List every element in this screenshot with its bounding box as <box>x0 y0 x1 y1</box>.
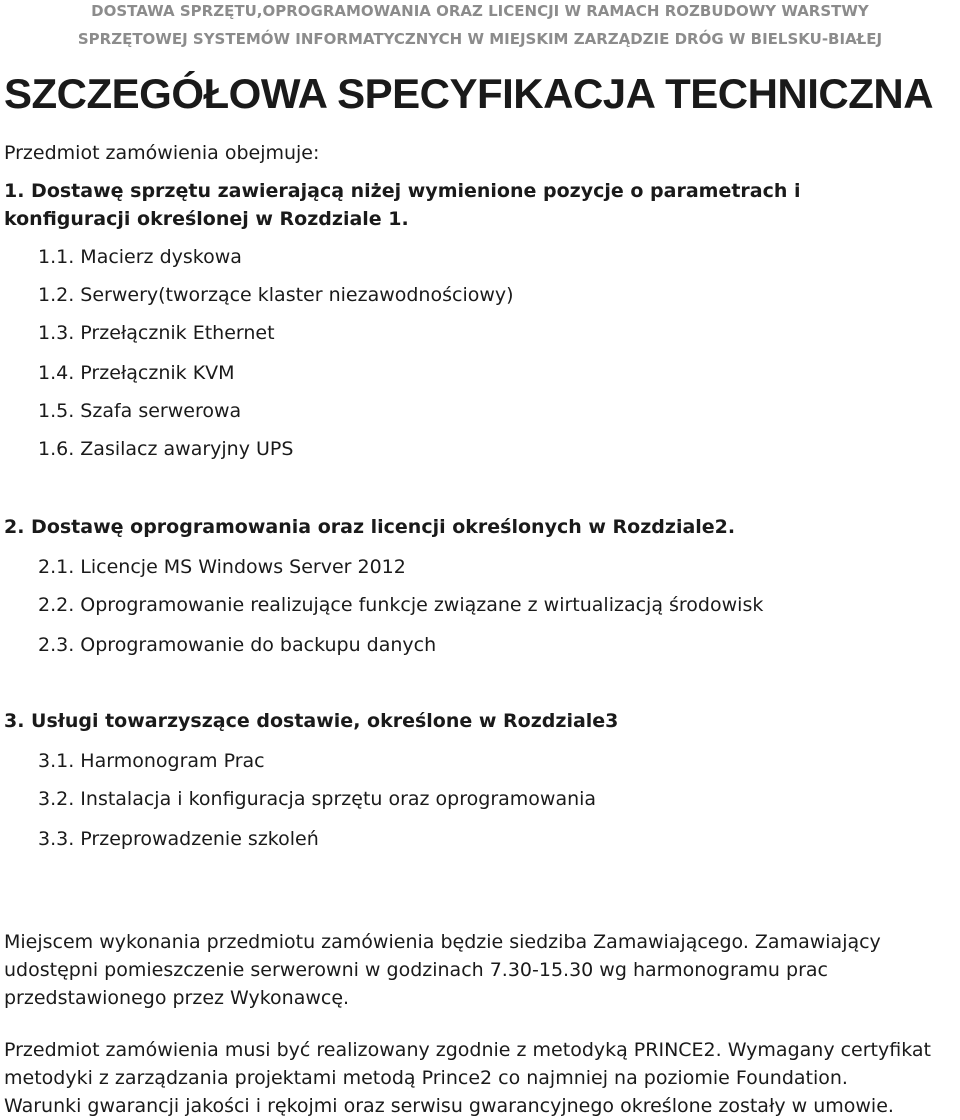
list-item: 1.4. Przełącznik KVM <box>38 362 235 384</box>
paragraph-line: Warunki gwarancji jakości i rękojmi oraz serwisu gwarancyjnego określone zostały w umowie. <box>4 1095 894 1117</box>
list-item: 1.1. Macierz dyskowa <box>38 246 242 268</box>
list-item: 1.6. Zasilacz awaryjny UPS <box>38 438 294 460</box>
list-item: 2.2. Oprogramowanie realizujące funkcje związane z wirtualizacją środowisk <box>38 594 764 616</box>
intro-text: Przedmiot zamówienia obejmuje: <box>4 142 320 164</box>
paragraph-line: przedstawionego przez Wykonawcę. <box>4 987 350 1009</box>
section-2-heading: 2. Dostawę oprogramowania oraz licencji określonych w Rozdziale2. <box>4 516 736 538</box>
header-line-1: DOSTAWA SPRZĘTU,OPROGRAMOWANIA ORAZ LICENCJI W RAMACH ROZBUDOWY WARSTWY <box>91 2 869 20</box>
list-item: 2.3. Oprogramowanie do backupu danych <box>38 634 437 656</box>
list-item: 3.3. Przeprowadzenie szkoleń <box>38 828 319 850</box>
paragraph-line: metodyki z zarządzania projektami metodą Prince2 co najmniej na poziomie Foundation. <box>4 1067 848 1089</box>
section-1-heading: 1. Dostawę sprzętu zawierającą niżej wymienione pozycje o parametrach i <box>4 180 801 202</box>
list-item: 1.5. Szafa serwerowa <box>38 400 242 422</box>
paragraph-prince2 <box>4 1036 959 1120</box>
paragraph-line: Przedmiot zamówienia musi być realizowany zgodnie z metodyką PRINCE2. Wymagany certyfikat <box>4 1039 931 1061</box>
list-item: 1.2. Serwery(tworzące klaster niezawodnościowy) <box>38 284 514 306</box>
document-title: SZCZEGÓŁOWA SPECYFIKACJA TECHNICZNA <box>4 70 934 117</box>
paragraph-line: udostępni pomieszczenie serwerowni w godzinach 7.30-15.30 wg harmonogramu prac <box>4 959 828 981</box>
list-item: 3.1. Harmonogram Prac <box>38 750 265 772</box>
section-1-heading-cont: konfiguracji określonej w Rozdziale 1. <box>4 208 409 230</box>
header-line-2: SPRZĘTOWEJ SYSTEMÓW INFORMATYCZNYCH W MIEJSKIM ZARZĄDZIE DRÓG W BIELSKU-BIAŁEJ <box>77 30 883 48</box>
section-3-heading: 3. Usługi towarzyszące dostawie, określone w Rozdziale3 <box>4 710 619 732</box>
paragraph-line: Miejscem wykonania przedmiotu zamówienia będzie siedziba Zamawiającego. Zamawiający <box>4 931 881 953</box>
list-item: 1.3. Przełącznik Ethernet <box>38 322 275 344</box>
list-item: 3.2. Instalacja i konfiguracja sprzętu oraz oprogramowania <box>38 788 597 810</box>
paragraph-location <box>4 928 959 1012</box>
list-item: 2.1. Licencje MS Windows Server 2012 <box>38 556 406 578</box>
